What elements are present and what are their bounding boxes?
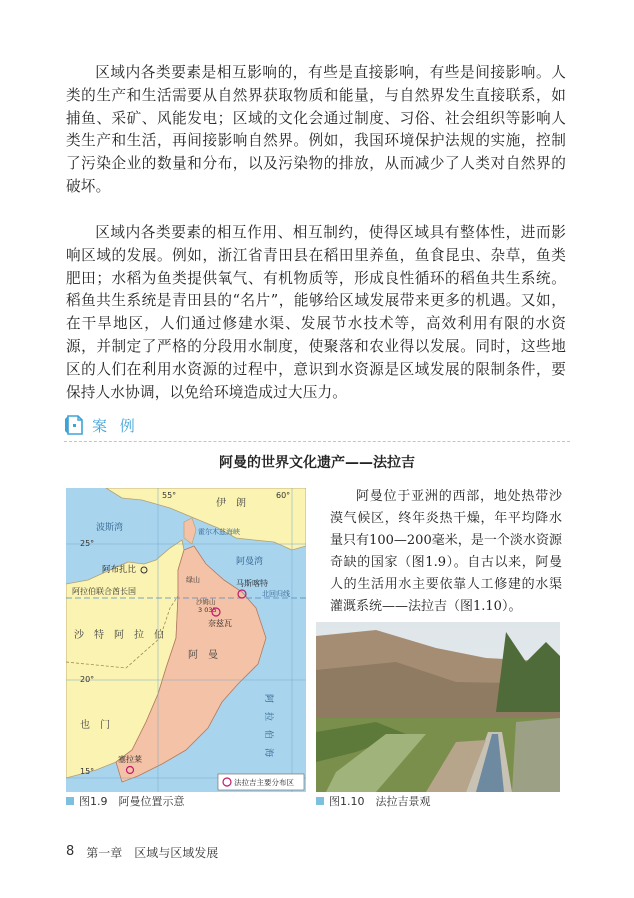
page-footer <box>66 844 218 861</box>
case-label: 案 例 <box>92 416 139 435</box>
map-gulf: 波斯湾 <box>96 523 124 533</box>
case-header <box>64 412 139 438</box>
paragraph-1: 区域内各类要素是相互影响的，有些是直接影响，有些是间接影响。人类的生产和生活需要从自然界获取物质和能量，与自然界发生直接联系，如捕鱼、采矿、风能发电；区域的文化会通过制度、习俗、社会组织等影响人类生产和生活，再间接影响自然界。例如，我国环境保护法规的实施，控制了污染企业的数量和分布，以及污染物的排放，从而减少了人类对自然界的破坏。 <box>66 64 566 195</box>
case-text: 阿曼位于亚洲的西部，地处热带沙漠气候区，终年炎热干燥，年平均降水量只有100—200毫米，是一个淡水资源奇缺的国家（图1.9）。自古以来，阿曼人的生活用水主要依靠人工修建的水渠灌溉系统——法拉吉（图1.10）。 <box>330 489 562 614</box>
caption-marker-icon <box>316 797 324 805</box>
map-yemen: 也 门 <box>80 720 110 731</box>
map-muscat: 马斯喀特 <box>236 579 268 588</box>
map-iran: 伊 朗 <box>216 498 246 509</box>
map-caption <box>66 793 185 809</box>
map-oman: 阿 曼 <box>188 650 218 661</box>
map-peak-h: 3 035 <box>198 606 217 614</box>
map-nizwa: 奈兹瓦 <box>208 619 232 628</box>
paragraph-2: 区域内各类要素的相互作用、相互制约，使得区域具有整体性，进而影响区域的发展。例如，浙江省青田县在稻田里养鱼，鱼食昆虫、杂草，鱼类肥田；水稻为鱼类提供氧气、有机物质等，形成良性循环的稻鱼共生系统。稻鱼共生系统是青田县的“名片”，能够给区域发展带来更多的机遇。又如，在干旱地区，人们通过修建水渠、发展节水技术等，高效利用有限的水资源，并制定了严格的分段用水制度，使聚落和农业得以发展。同时，这些地区的人们在利用水资源的过程中，意识到水资源是区域发展的限制条件，要保持人水协调，以免给环境造成过大压力。 <box>66 224 566 401</box>
map-lat20: 20° <box>80 675 95 684</box>
chapter-title: 第一章 区域与区域发展 <box>86 846 219 860</box>
page-number: 8 <box>66 844 75 859</box>
falaj-photo <box>316 622 560 792</box>
map-lat15: 15° <box>80 767 95 776</box>
map-lat25: 25° <box>80 539 95 548</box>
caption-marker-icon <box>66 797 74 805</box>
map-hormuz: 霍尔木兹海峡 <box>198 528 240 536</box>
map-peak: 沙姆山 <box>196 598 216 606</box>
map-uae: 阿拉伯联合酋长国 <box>72 587 136 596</box>
map-arabian-sea: 阿 拉 伯 海 <box>263 694 273 758</box>
map-salalah: 塞拉莱 <box>118 755 142 764</box>
case-title: 阿曼的世界文化遗产——法拉吉 <box>219 455 415 471</box>
map-lon60: 60° <box>276 491 291 500</box>
oman-location-map <box>66 488 306 792</box>
case-divider <box>64 441 570 442</box>
map-oman-gulf: 阿曼湾 <box>236 557 264 567</box>
map-jabal: 绿山 <box>186 576 200 584</box>
map-abudhabi: 阿布扎比 <box>102 565 137 575</box>
map-tropic: 北回归线 <box>262 590 290 598</box>
photo-caption <box>316 793 431 809</box>
photo-caption-text: 图1.10 法拉吉景观 <box>329 795 431 808</box>
map-saudi: 沙 特 阿 拉 伯 <box>74 630 164 641</box>
map-caption-text: 图1.9 阿曼位置示意 <box>79 795 185 808</box>
map-legend: 法拉吉主要分布区 <box>234 778 294 787</box>
case-icon <box>64 414 86 436</box>
map-lon55: 55° <box>162 491 177 500</box>
